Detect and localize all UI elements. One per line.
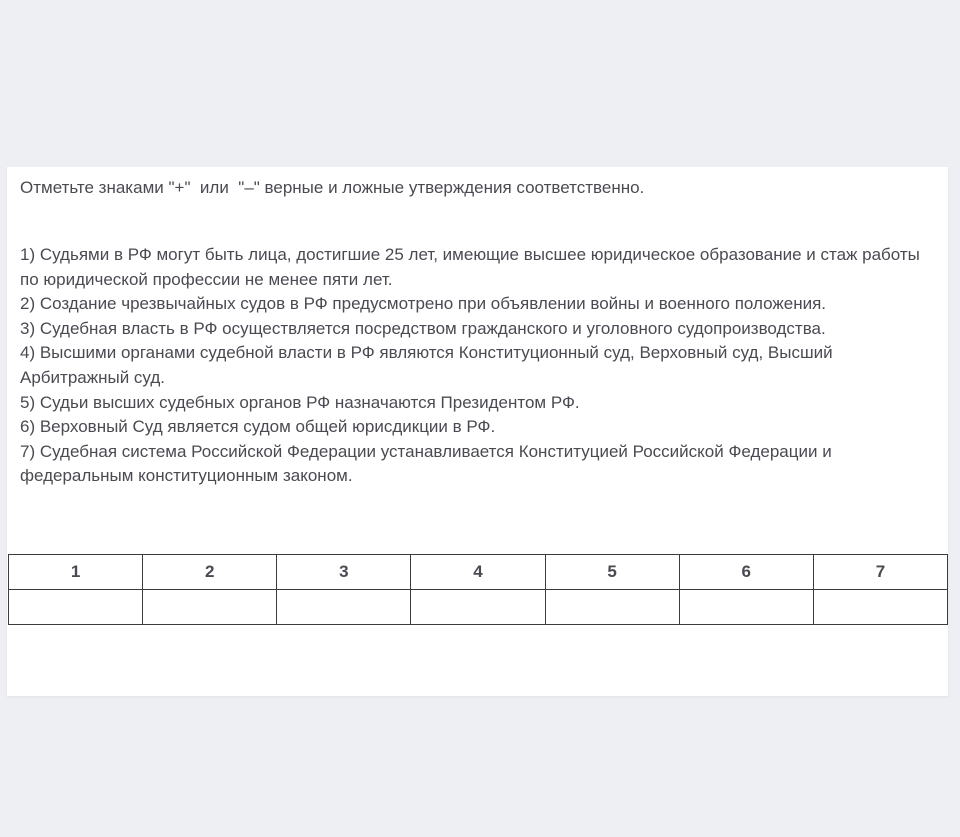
statement-item: 5) Судьи высших судебных органов РФ назначаются Президентом РФ. xyxy=(20,392,580,412)
answer-cell[interactable] xyxy=(9,590,143,625)
answer-table-answer-row xyxy=(9,590,948,625)
statement-item: 6) Верховный Суд является судом общей юрисдикции в РФ. xyxy=(20,417,496,437)
answer-cell[interactable] xyxy=(545,590,679,625)
answer-cell[interactable] xyxy=(277,590,411,625)
answer-header-cell: 1 xyxy=(9,555,143,590)
answer-header-cell: 7 xyxy=(813,555,947,590)
statement-item: 7) Судебная система Российской Федерации устанавливается Конституцией Российской Федерации и федеральным конституционным законом. xyxy=(20,441,832,486)
statement-item: 2) Создание чрезвычайных судов в РФ предусмотрено при объявлении войны и военного положения. xyxy=(20,294,827,314)
answer-cell[interactable] xyxy=(813,590,947,625)
answer-table-header-row xyxy=(9,555,948,590)
statement-item: 4) Высшими органами судебной власти в РФ являются Конституционный суд, Верховный суд, Высший Арбитражный суд. xyxy=(20,343,833,387)
answer-table xyxy=(8,554,948,625)
statement-item: 1) Судьями в РФ могут быть лица, достигшие 25 лет, имеющие высшее юридическое образование и стаж работы по юридической профессии не менее пяти лет. xyxy=(20,245,920,289)
task-instruction: Отметьте знаками "+" или "–" верные и ложные утверждения соответственно. xyxy=(20,178,645,197)
answer-cell[interactable] xyxy=(679,590,813,625)
answer-header-cell: 3 xyxy=(277,555,411,590)
task-card xyxy=(7,167,948,696)
answer-header-cell: 5 xyxy=(545,555,679,590)
answer-cell[interactable] xyxy=(143,590,277,625)
answer-header-cell: 2 xyxy=(143,555,277,590)
answer-header-cell: 6 xyxy=(679,555,813,590)
answer-header-cell: 4 xyxy=(411,555,545,590)
answer-cell[interactable] xyxy=(411,590,545,625)
statement-list xyxy=(20,243,940,489)
statement-item: 3) Судебная власть в РФ осуществляется посредством гражданского и уголовного судопроизводства. xyxy=(20,318,826,338)
